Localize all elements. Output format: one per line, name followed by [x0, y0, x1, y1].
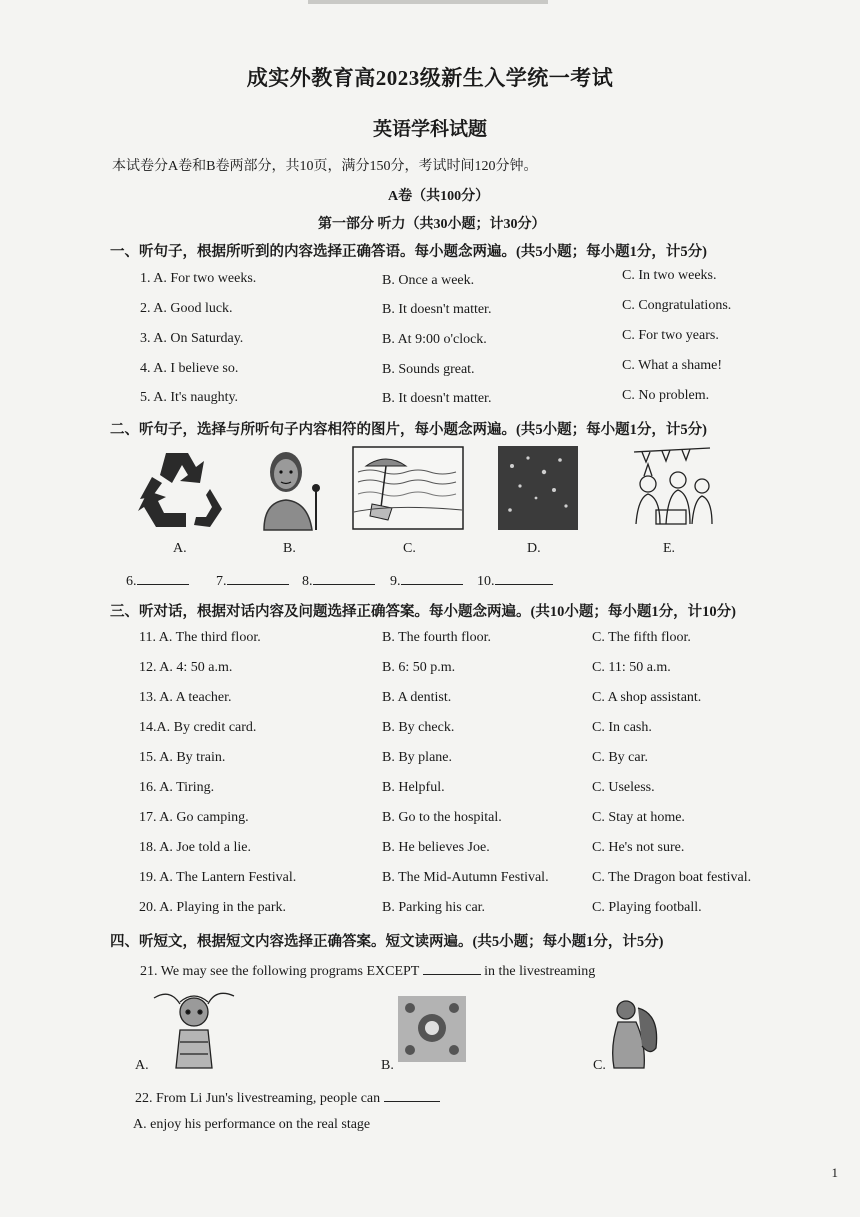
- q1-option-a: 1. A. For two weeks.: [140, 271, 257, 286]
- q3-option-c: C. For two years.: [622, 328, 719, 343]
- q15-option-b: B. By plane.: [382, 750, 452, 765]
- q21-stem: 21. We may see the following programs EXCEPT in the livestreaming: [140, 960, 595, 980]
- picture-d-label: D.: [527, 541, 541, 556]
- q18-option-a: 18. A. Joe told a lie.: [139, 840, 251, 855]
- q4-option-b: B. Sounds great.: [382, 362, 475, 377]
- q18-option-b: B. He believes Joe.: [382, 840, 490, 855]
- night-lanterns-icon: [498, 446, 578, 530]
- q17-option-c: C. Stay at home.: [592, 810, 685, 825]
- q4-option-c: C. What a shame!: [622, 358, 723, 373]
- section4-heading: 四、听短文，根据短文内容选择正确答案。短文读两遍。(共5小题；每小题1分，计5分): [110, 934, 664, 950]
- q1-option-c: C. In two weeks.: [622, 268, 717, 283]
- q17-option-a: 17. A. Go camping.: [139, 810, 249, 825]
- q5-option-a: 5. A. It's naughty.: [140, 390, 239, 405]
- picture-b-label: B.: [283, 541, 296, 556]
- scan-edge-mark: [308, 0, 548, 4]
- q14-option-b: B. By check.: [382, 720, 455, 735]
- q5-option-c: C. No problem.: [622, 388, 710, 403]
- q19-option-b: B. The Mid-Autumn Festival.: [382, 870, 549, 885]
- q20-option-b: B. Parking his car.: [382, 900, 486, 915]
- q13-option-c: C. A shop assistant.: [592, 690, 702, 705]
- volume-heading: A卷（共100分）: [388, 189, 490, 204]
- q13-option-b: B. A dentist.: [382, 690, 452, 705]
- q18-option-c: C. He's not sure.: [592, 840, 685, 855]
- q14-option-c: C. In cash.: [592, 720, 652, 735]
- dancer-icon: [604, 996, 662, 1070]
- q17-option-b: B. Go to the hospital.: [382, 810, 502, 825]
- part-heading: 第一部分 听力（共30小题；计30分）: [318, 217, 546, 232]
- q4-option-a: 4. A. I believe so.: [140, 361, 239, 376]
- q16-option-a: 16. A. Tiring.: [139, 780, 215, 795]
- section1-heading: 一、听句子，根据所听到的内容选择正确答语。每小题念两遍。(共5小题；每小题1分，计5分): [110, 244, 707, 260]
- answer-blank-9[interactable]: 9.: [390, 570, 463, 590]
- recycle-icon: [136, 447, 226, 531]
- q2-option-a: 2. A. Good luck.: [140, 301, 233, 316]
- q1-option-b: B. Once a week.: [382, 273, 475, 288]
- exam-subtitle: 英语学科试题: [372, 119, 487, 140]
- paper-cut-icon: [396, 994, 468, 1064]
- q11-option-c: C. The fifth floor.: [592, 630, 691, 645]
- q22-stem: 22. From Li Jun's livestreaming, people can: [135, 1087, 440, 1107]
- q15-option-c: C. By car.: [592, 750, 648, 765]
- q14-option-a: 14.A. By credit card.: [139, 720, 257, 735]
- picture-c-label: C.: [403, 541, 416, 556]
- q13-option-a: 13. A. A teacher.: [139, 690, 232, 705]
- opera-mask-icon: [150, 986, 238, 1070]
- answer-blank-10[interactable]: 10.: [477, 570, 553, 590]
- answer-blank-7[interactable]: 7.: [216, 570, 289, 590]
- singer-icon: [256, 444, 328, 532]
- q15-option-a: 15. A. By train.: [139, 750, 226, 765]
- q21-picture-a-label: A.: [135, 1058, 149, 1073]
- party-icon: [626, 440, 718, 532]
- section3-heading: 三、听对话，根据对话内容及问题选择正确答案。每小题念两遍。(共10小题；每小题1分，计10分): [110, 604, 736, 620]
- q22-option-a: A. enjoy his performance on the real stage: [133, 1117, 371, 1132]
- q12-option-b: B. 6: 50 p.m.: [382, 660, 456, 675]
- q19-option-a: 19. A. The Lantern Festival.: [139, 870, 297, 885]
- q2-option-c: C. Congratulations.: [622, 298, 732, 313]
- q3-option-b: B. At 9:00 o'clock.: [382, 332, 487, 347]
- q16-option-b: B. Helpful.: [382, 780, 445, 795]
- q12-option-a: 12. A. 4: 50 a.m.: [139, 660, 233, 675]
- page-number: 1: [831, 1165, 838, 1180]
- q19-option-c: C. The Dragon boat festival.: [592, 870, 752, 885]
- q12-option-c: C. 11: 50 a.m.: [592, 660, 671, 675]
- beach-icon: [352, 446, 464, 530]
- section2-heading: 二、听句子，选择与所听句子内容相符的图片，每小题念两遍。(共5小题；每小题1分，计5分): [110, 422, 707, 438]
- answer-blank-6[interactable]: 6.: [126, 570, 189, 590]
- q2-option-b: B. It doesn't matter.: [382, 302, 492, 317]
- q3-option-a: 3. A. On Saturday.: [140, 331, 244, 346]
- picture-e-label: E.: [663, 541, 676, 556]
- q5-option-b: B. It doesn't matter.: [382, 391, 492, 406]
- exam-intro: 本试卷分A卷和B卷两部分，共10页，满分150分，考试时间120分钟。: [112, 159, 538, 174]
- exam-title: 成实外教育高2023级新生入学统一考试: [246, 66, 614, 90]
- q16-option-c: C. Useless.: [592, 780, 655, 795]
- q11-option-a: 11. A. The third floor.: [139, 630, 261, 645]
- picture-a-label: A.: [173, 541, 187, 556]
- q20-option-c: C. Playing football.: [592, 900, 702, 915]
- q21-blank[interactable]: [423, 960, 481, 975]
- answer-blank-8[interactable]: 8.: [302, 570, 375, 590]
- q11-option-b: B. The fourth floor.: [382, 630, 492, 645]
- q22-blank[interactable]: [384, 1087, 440, 1102]
- q20-option-a: 20. A. Playing in the park.: [139, 900, 286, 915]
- q21-picture-c-label: C.: [593, 1058, 606, 1073]
- q21-picture-b-label: B.: [381, 1058, 394, 1073]
